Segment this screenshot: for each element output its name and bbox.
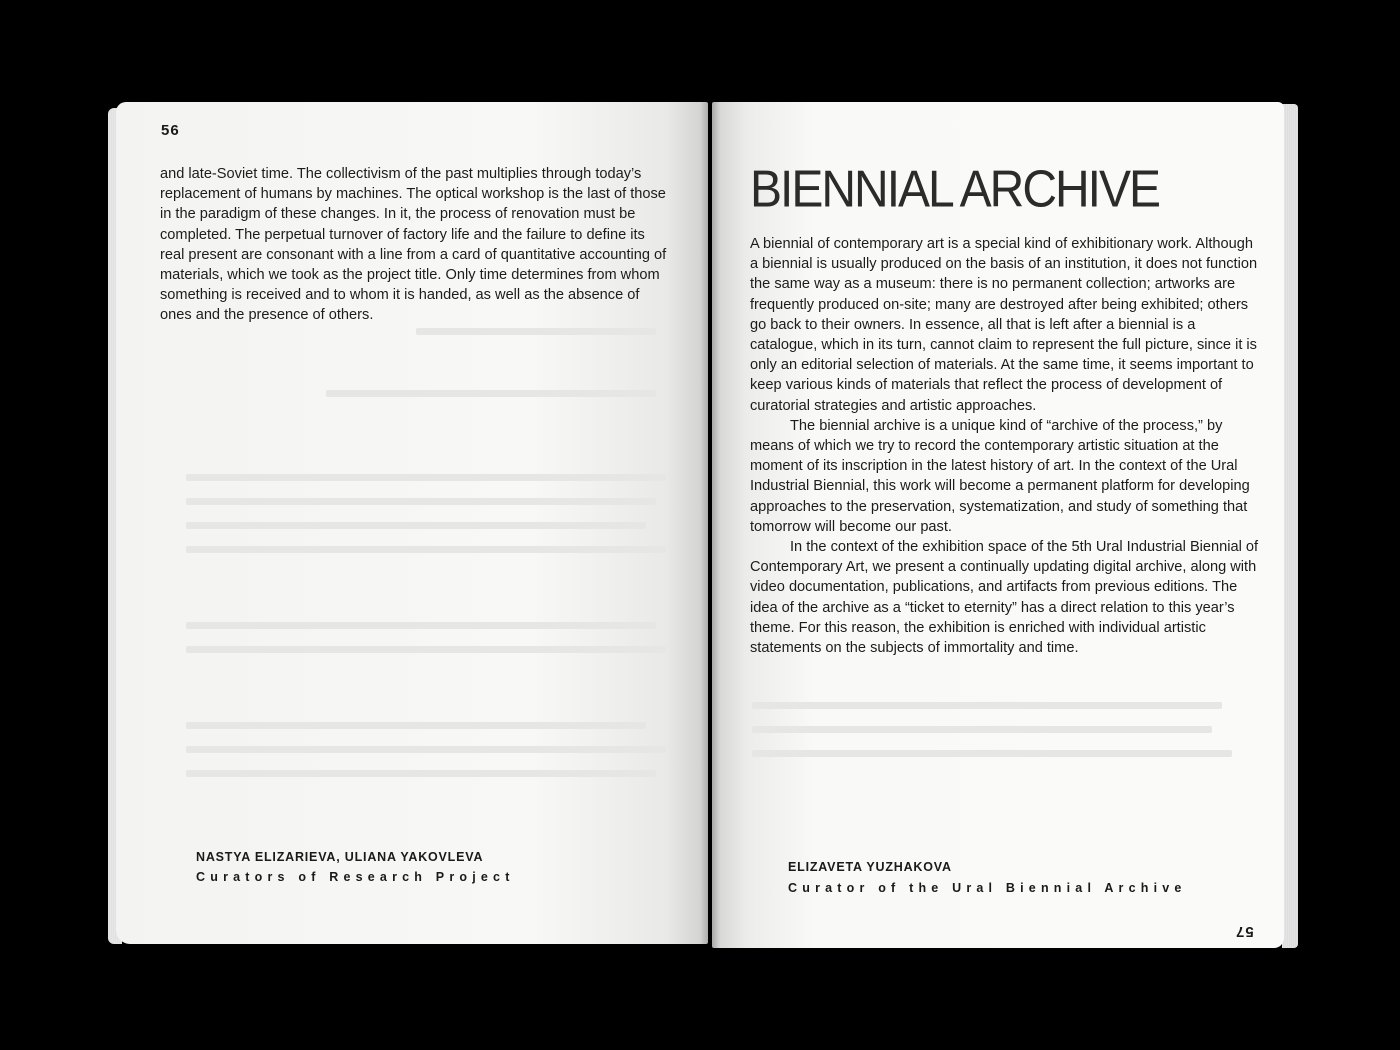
- paragraph: The biennial archive is a unique kind of “archive of the process,” by means of which we try to record the contemporary artistic situation at the moment of its inscription in the latest history of art. In the context of the Ural Industrial Biennial, this work will become a permanent platform for developing approaches to the preservation, systematization, and study of something that tomorrow will become our past.: [750, 417, 1250, 535]
- right-page: [712, 102, 1284, 948]
- show-through-mark: [752, 702, 1222, 709]
- show-through-mark: [186, 722, 646, 729]
- page-number: 57: [1235, 923, 1254, 940]
- book-gutter: [700, 102, 720, 948]
- author-role: Curator of the Ural Biennial Archive: [788, 881, 1187, 895]
- show-through-mark: [416, 328, 656, 335]
- paragraph: and late-Soviet time. The collectivism of the past multiplies through today’s replacement of humans by machines. The optical workshop is the last of those in the paradigm of these changes. In it, the process of renovation must be completed. The perpetual turnover of factory life and the failure to define its real present are consonant with a line from a card of quantitative accounting of materials, which we took as the project title. Only time determines from whom something is received and to whom it is handed, as well as the absence of ones and the presence of others.: [160, 166, 667, 324]
- author-role: Curators of Research Project: [196, 870, 515, 884]
- paragraph: A biennial of contemporary art is a special kind of exhibitionary work. Although a biennial is usually produced on the basis of an institution, it does not function the same way as a museum: there is no permanent collection; artworks are frequently produced on-site; many are destroyed after being exhibited; others go back to their owners. In essence, all that is left after a biennial is a catalogue, which in its turn, cannot claim to represent the full picture, since it is only an editorial selection of materials. At the same time, it seems important to keep various kinds of materials that reflect the process of development of curatorial strategies and artistic approaches.: [750, 236, 1258, 414]
- right-page-edges: [1282, 104, 1298, 948]
- left-page: [116, 102, 708, 944]
- show-through-mark: [186, 474, 666, 481]
- show-through-mark: [186, 622, 656, 629]
- page-number: 56: [161, 122, 180, 139]
- body-text: [160, 164, 668, 326]
- show-through-mark: [326, 390, 656, 397]
- show-through-mark: [186, 546, 666, 553]
- body-text: [750, 234, 1262, 658]
- author-name: ELIZAVETA YUZHAKOVA: [788, 860, 952, 874]
- author-names: NASTYA ELIZARIEVA, ULIANA YAKOVLEVA: [196, 850, 484, 864]
- show-through-mark: [752, 750, 1232, 757]
- page-title: BIENNIAL ARCHIVE: [750, 161, 1160, 219]
- show-through-mark: [186, 770, 656, 777]
- show-through-mark: [186, 498, 656, 505]
- show-through-mark: [186, 646, 666, 653]
- show-through-mark: [752, 726, 1212, 733]
- show-through-mark: [186, 522, 646, 529]
- show-through-mark: [186, 746, 666, 753]
- paragraph: In the context of the exhibition space of the 5th Ural Industrial Biennial of Contemporary Art, we present a continually updating digital archive, along with video documentation, publications, and artifacts from previous editions. The idea of the archive as a “ticket to eternity” has a direct relation to this year’s theme. For this reason, the exhibition is enriched with individual artistic statements on the subjects of immortality and time.: [750, 539, 1259, 657]
